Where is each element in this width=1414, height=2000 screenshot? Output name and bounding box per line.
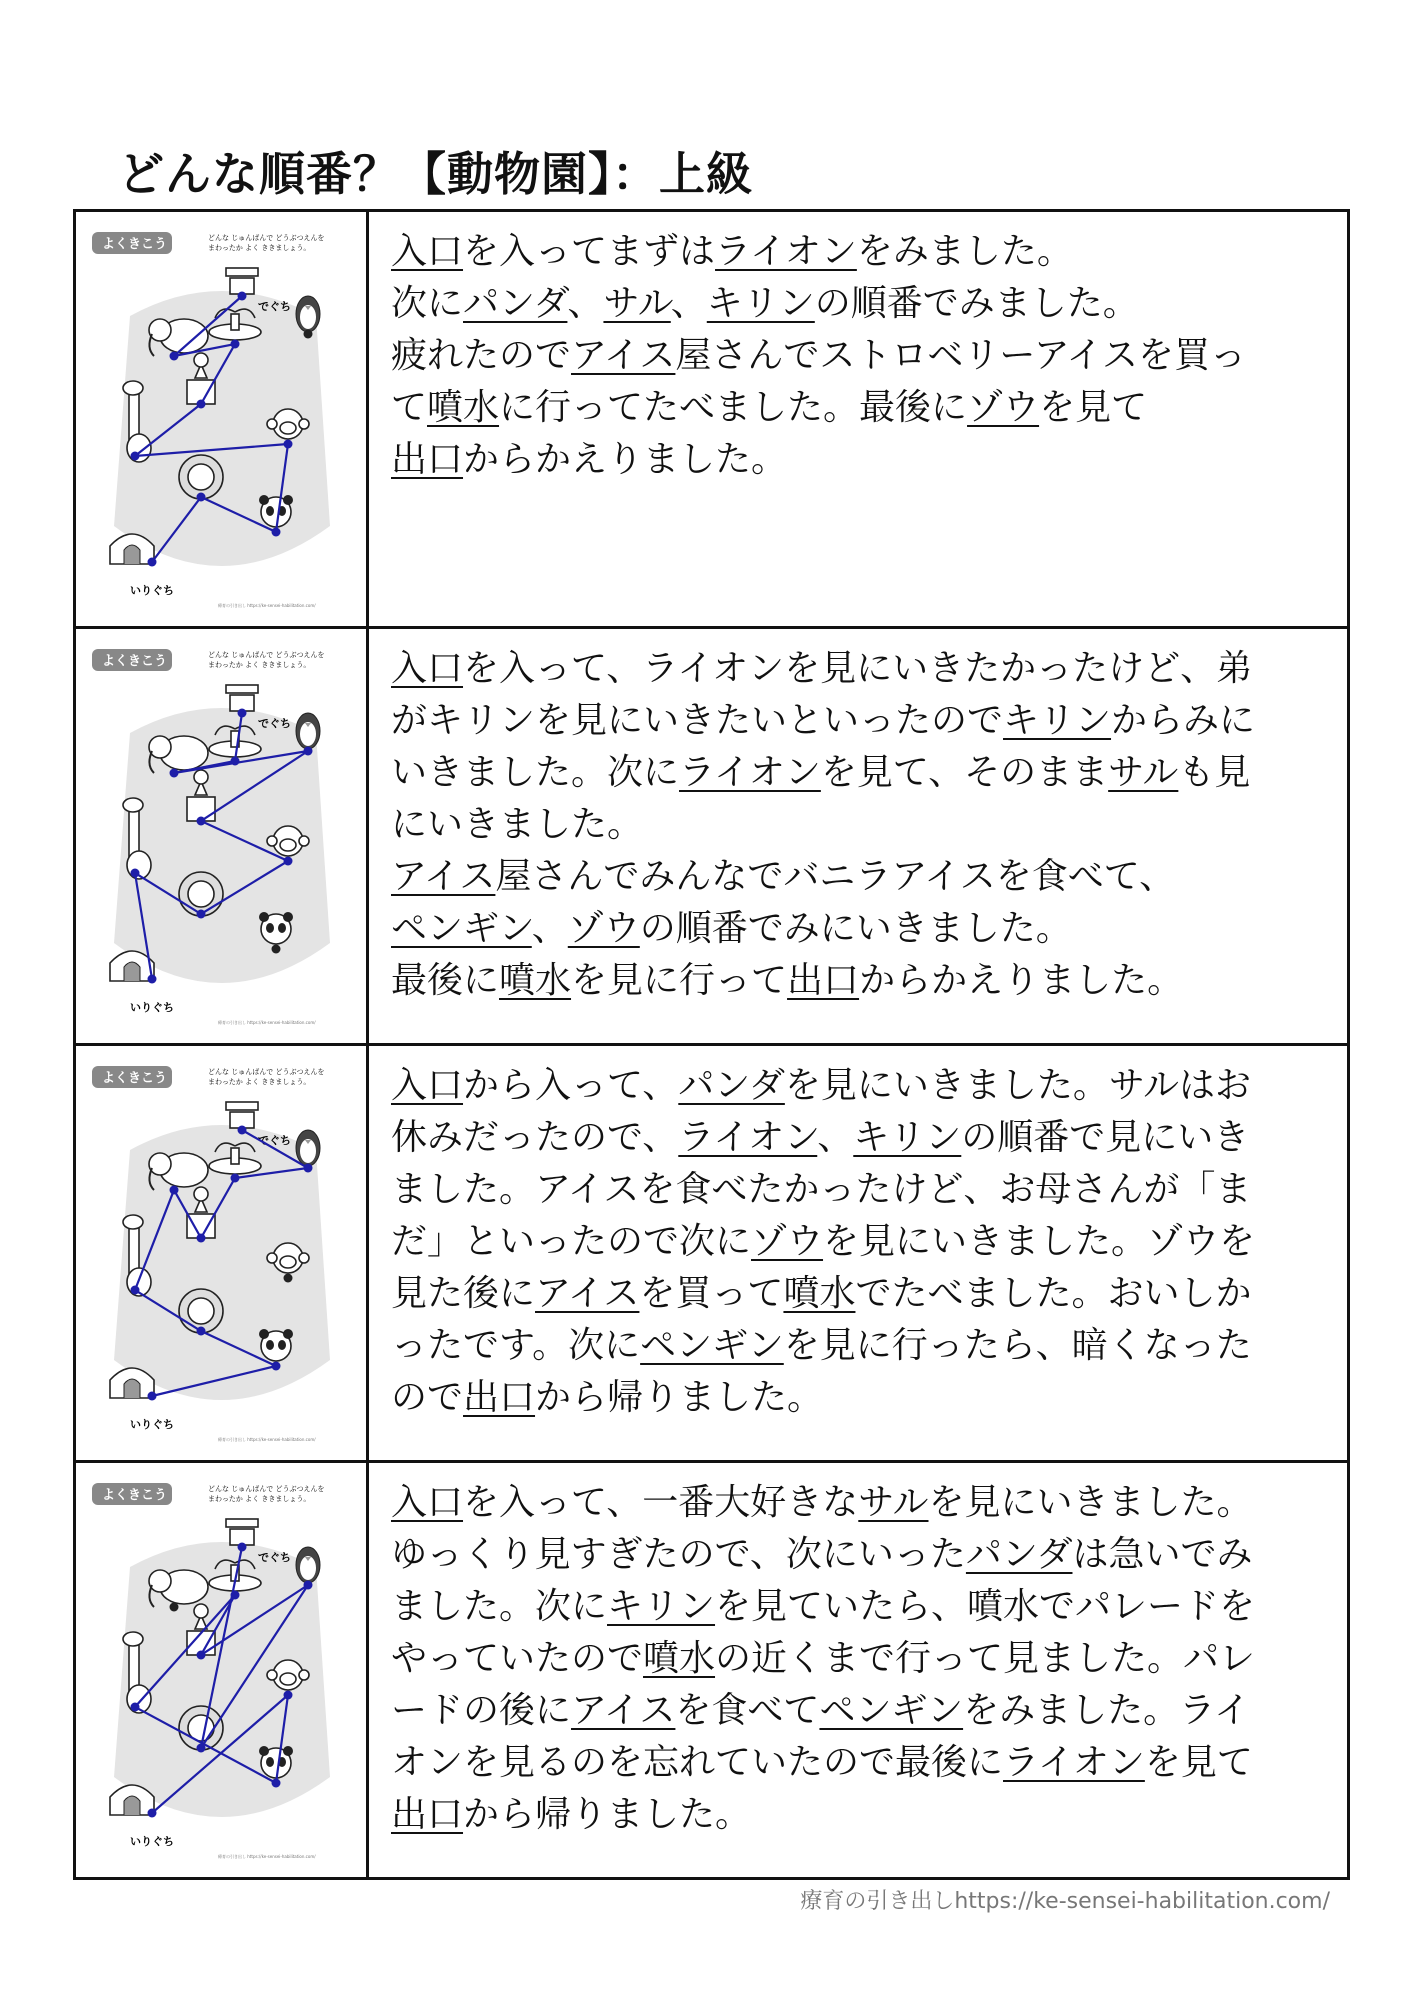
keyword: アイス — [535, 1273, 640, 1314]
thumbnail-credit: 療育の引き出し https://ke-sensei-habilitation.com/ — [218, 1437, 316, 1442]
entrance-label: いりぐち — [130, 584, 174, 597]
keyword: キリン — [853, 1117, 962, 1158]
route-dot — [304, 1164, 313, 1173]
route-dot — [238, 292, 247, 301]
text-run: を入って、一番大好きな — [463, 1482, 859, 1523]
listen-badge-label: よくきこう — [102, 1071, 168, 1086]
text-run: の近くまで行って見ました。パレ — [715, 1638, 1256, 1679]
keyword: ライオン — [678, 1117, 818, 1158]
keyword: キリン — [1003, 700, 1112, 741]
text-run: ゆっくり見すぎたので、次にいった — [391, 1534, 966, 1575]
text-run: を見に行って — [571, 960, 788, 1001]
map-cell — [76, 212, 369, 626]
route-dot — [272, 945, 281, 954]
story-text-4 — [391, 1477, 1327, 1841]
route-dot — [131, 1286, 140, 1295]
thumbnail-credit: 療育の引き出し https://ke-sensei-habilitation.com/ — [218, 1854, 316, 1859]
text-run: 、 — [817, 1117, 854, 1158]
text-run: からみに — [1111, 700, 1256, 741]
text-run: ので — [391, 1377, 464, 1418]
keyword: サル — [603, 283, 671, 324]
text-run: を見にいきました。 — [928, 1482, 1253, 1523]
route-dot — [170, 1186, 179, 1195]
instruction-text: まわったか よく ききましょう。 — [208, 1495, 311, 1503]
text-run: は急いでみ — [1072, 1534, 1253, 1575]
keyword: キリン — [607, 1586, 716, 1627]
route-dot — [284, 440, 293, 449]
penguin-icon — [296, 296, 320, 332]
keyword: ゾウ — [751, 1221, 824, 1262]
keyword: 出口 — [391, 439, 464, 480]
listen-badge-label: よくきこう — [102, 654, 168, 669]
map-cell — [76, 1046, 369, 1460]
instruction-text: まわったか よく ききましょう。 — [208, 244, 311, 252]
exit-icon — [226, 268, 258, 294]
penguin-icon — [296, 713, 320, 749]
route-dot — [197, 910, 206, 919]
thumbnail-credit: 療育の引き出し https://ke-sensei-habilitation.com/ — [218, 603, 316, 608]
route-dot — [238, 1126, 247, 1135]
route-dot — [131, 1703, 140, 1712]
exit-label: でぐち — [258, 300, 291, 313]
panda-icon — [259, 1329, 293, 1361]
text-run: にいきました。 — [391, 804, 644, 845]
thumbnail-credit: 療育の引き出し https://ke-sensei-habilitation.com/ — [218, 1020, 316, 1025]
instruction-text: まわったか よく ききましょう。 — [208, 661, 311, 669]
text-run: を見にいきました。ゾウを — [823, 1221, 1256, 1262]
text-run: 、 — [531, 908, 568, 949]
route-dot — [231, 757, 240, 766]
exit-label: でぐち — [258, 1551, 291, 1564]
exit-icon — [226, 1519, 258, 1545]
text-run: ードの後に — [391, 1690, 572, 1731]
exit-label: でぐち — [258, 1134, 291, 1147]
exit-icon — [226, 1102, 258, 1128]
text-run: を買って — [639, 1273, 784, 1314]
route-dot — [170, 1603, 179, 1612]
exercise-row-4 — [76, 1460, 1347, 1877]
route-dot — [304, 330, 313, 339]
keyword: ペンギン — [640, 1325, 784, 1366]
story-text-2 — [391, 643, 1327, 1007]
text-run: オンを見るのを忘れていたので最後に — [391, 1742, 1004, 1783]
route-dot — [170, 352, 179, 361]
story-cell — [369, 1046, 1347, 1460]
keyword: ライオン — [1003, 1742, 1145, 1783]
keyword: 噴水 — [643, 1638, 716, 1679]
route-dot — [197, 1744, 206, 1753]
text-run: から入って、 — [463, 1065, 679, 1106]
listen-badge-label: よくきこう — [102, 1488, 168, 1503]
route-map-3 — [90, 1060, 352, 1446]
keyword: サル — [1108, 752, 1179, 793]
text-run: 、 — [567, 283, 604, 324]
keyword: 入口 — [391, 1065, 464, 1106]
entrance-label: いりぐち — [130, 1835, 174, 1848]
exercise-row-2 — [76, 626, 1347, 1043]
text-run: 、 — [670, 283, 707, 324]
entrance-label: いりぐち — [130, 1001, 174, 1014]
map-cell — [76, 629, 369, 1043]
text-run: でたべました。おいしか — [855, 1273, 1252, 1314]
keyword: 噴水 — [427, 387, 500, 428]
text-run: を入ってまずは — [463, 231, 716, 272]
keyword: 出口 — [463, 1377, 536, 1418]
text-run: て — [391, 387, 428, 428]
text-run: 屋さんでストロベリーアイスを買っ — [675, 335, 1247, 376]
route-dot — [272, 1362, 281, 1371]
text-run: も見 — [1178, 752, 1251, 793]
route-dot — [304, 747, 313, 756]
text-run: を入って、ライオンを見にいきたかったけど、弟 — [463, 648, 1253, 689]
text-run: 最後に — [391, 960, 500, 1001]
instruction-text: どんな じゅんばんで どうぶつえんを — [208, 1485, 325, 1493]
keyword: ライオン — [715, 231, 857, 272]
text-run: を見て、そのまま — [820, 752, 1109, 793]
keyword: アイス — [391, 856, 496, 897]
story-text-3 — [391, 1060, 1327, 1424]
penguin-icon — [296, 1547, 320, 1583]
text-run: を食べて — [675, 1690, 820, 1731]
route-dot — [284, 857, 293, 866]
keyword: ペンギン — [391, 908, 532, 949]
route-dot — [197, 1234, 206, 1243]
instruction-text: まわったか よく ききましょう。 — [208, 1078, 311, 1086]
instruction-text: どんな じゅんばんで どうぶつえんを — [208, 651, 325, 659]
keyword: 出口 — [391, 1794, 464, 1835]
text-run: がキリンを見にいきたいといったので — [391, 700, 1004, 741]
text-run: ったです。次に — [391, 1325, 641, 1366]
map-cell — [76, 1463, 369, 1877]
route-dot — [284, 1691, 293, 1700]
keyword: 噴水 — [499, 960, 572, 1001]
route-dot — [284, 1274, 293, 1283]
text-run: の順番で見にいき — [961, 1117, 1250, 1158]
keyword: 噴水 — [783, 1273, 856, 1314]
text-run: をみました。ライ — [963, 1690, 1250, 1731]
panda-icon — [259, 495, 293, 527]
text-run: やっていたので — [391, 1638, 644, 1679]
keyword: キリン — [706, 283, 815, 324]
text-run: からかえりました。 — [859, 960, 1184, 1001]
route-dot — [131, 869, 140, 878]
route-dot — [272, 1779, 281, 1788]
text-run: だ」といったので次に — [391, 1221, 752, 1262]
keyword: アイス — [571, 335, 676, 376]
panda-icon — [259, 912, 293, 944]
route-map-4 — [90, 1477, 352, 1863]
keyword: ライオン — [679, 752, 821, 793]
route-dot — [197, 493, 206, 502]
lion-icon — [179, 872, 223, 916]
text-run: をみました。 — [856, 231, 1073, 272]
text-run: 疲れたので — [391, 335, 572, 376]
keyword: ゾウ — [967, 387, 1040, 428]
route-dot — [231, 1174, 240, 1183]
footer-credit: 療育の引き出しhttps://ke-sensei-habilitation.com/ — [800, 1889, 1330, 1914]
lion-icon — [179, 455, 223, 499]
exercise-row-1 — [76, 212, 1347, 626]
route-dot — [238, 1543, 247, 1552]
route-dot — [170, 769, 179, 778]
text-run: 次に — [391, 283, 464, 324]
text-run: の順番でみました。 — [814, 283, 1139, 324]
route-dot — [197, 400, 206, 409]
route-dot — [148, 558, 157, 567]
instruction-text: どんな じゅんばんで どうぶつえんを — [208, 234, 325, 242]
text-run: からかえりました。 — [463, 439, 788, 480]
exercise-row-3 — [76, 1043, 1347, 1460]
exercise-table — [73, 209, 1350, 1880]
text-run: ました。次に — [391, 1586, 608, 1627]
keyword: アイス — [571, 1690, 676, 1731]
text-run: 屋さんでみんなでバニラアイスを食べて、 — [495, 856, 1176, 897]
route-dot — [148, 1809, 157, 1818]
text-run: 見た後に — [391, 1273, 536, 1314]
text-run: に行ってたべました。最後に — [499, 387, 968, 428]
route-dot — [148, 975, 157, 984]
listen-badge-label: よくきこう — [102, 237, 168, 252]
keyword: 出口 — [787, 960, 860, 1001]
story-cell — [369, 212, 1347, 626]
route-dot — [231, 340, 240, 349]
keyword: ゾウ — [567, 908, 640, 949]
keyword: 入口 — [391, 648, 464, 689]
instruction-text: どんな じゅんばんで どうぶつえんを — [208, 1068, 325, 1076]
text-run: ました。アイスを食べたかったけど、お母さんが「ま — [391, 1169, 1252, 1210]
panda-icon — [259, 1746, 293, 1778]
keyword: ペンギン — [819, 1690, 964, 1731]
text-run: を見にいきました。サルはお — [784, 1065, 1252, 1106]
route-map-1 — [90, 226, 352, 612]
route-dot — [131, 452, 140, 461]
route-dot — [148, 1392, 157, 1401]
keyword: 入口 — [391, 231, 464, 272]
route-dot — [197, 817, 206, 826]
route-map-2 — [90, 643, 352, 1029]
story-cell — [369, 1463, 1347, 1877]
penguin-icon — [296, 1130, 320, 1166]
story-cell — [369, 629, 1347, 1043]
text-run: から帰りました。 — [463, 1794, 752, 1835]
story-text-1 — [391, 226, 1327, 486]
text-run: の順番でみにいきました。 — [639, 908, 1072, 949]
text-run: を見に行ったら、暗くなった — [783, 1325, 1252, 1366]
keyword: パンダ — [678, 1065, 785, 1106]
exit-label: でぐち — [258, 717, 291, 730]
text-run: を見て — [1039, 387, 1148, 428]
route-dot — [197, 1651, 206, 1660]
route-dot — [197, 1327, 206, 1336]
text-run: から帰りました。 — [535, 1377, 824, 1418]
text-run: いきました。次に — [391, 752, 680, 793]
keyword: サル — [858, 1482, 929, 1523]
route-dot — [238, 709, 247, 718]
keyword: パンダ — [965, 1534, 1073, 1575]
entrance-label: いりぐち — [130, 1418, 174, 1431]
keyword: パンダ — [463, 283, 568, 324]
keyword: 入口 — [391, 1482, 464, 1523]
exit-icon — [226, 685, 258, 711]
text-run: を見て — [1144, 1742, 1253, 1783]
lion-icon — [179, 1289, 223, 1333]
route-dot — [231, 1591, 240, 1600]
page-title: どんな順番？【動物園】：上級 — [118, 147, 753, 201]
text-run: を見ていたら、噴水でパレードを — [715, 1586, 1256, 1627]
text-run: 休みだったので、 — [391, 1117, 679, 1158]
route-dot — [304, 1581, 313, 1590]
route-dot — [272, 528, 281, 537]
